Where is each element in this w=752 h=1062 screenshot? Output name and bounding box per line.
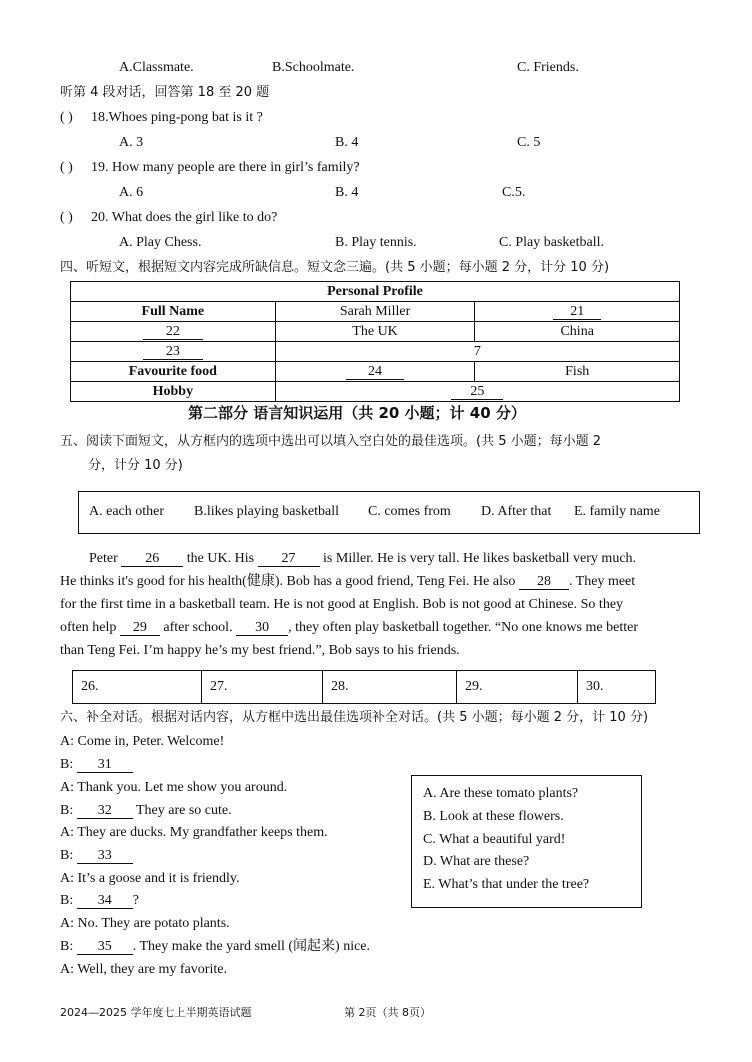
blank-26[interactable]: 26 [121, 551, 183, 567]
q19-stem: 19. How many people are there in girl’s family? [91, 160, 360, 175]
profile-value-uk: The UK [275, 322, 475, 342]
q17-option-b: B.Schoolmate. [272, 60, 355, 75]
blank-23[interactable]: 23 [143, 344, 203, 360]
answer-cell-28[interactable]: 28. [323, 671, 457, 704]
passage-line1: Peter 26 the UK. His 27 is Miller. He is very tall. He likes basketball very much. [89, 551, 637, 566]
blank-22[interactable]: 22 [143, 324, 203, 340]
option6-b: B. Look at these flowers. [423, 809, 564, 824]
dialog-line8: B: 34 ? [60, 893, 139, 908]
dialog-line3: A: Thank you. Let me show you around. [60, 780, 288, 795]
q19-option-a: A. 6 [119, 185, 144, 200]
dialog-line10: B: 35 . They make the yard smell (闻起来) nice. [60, 939, 371, 954]
q20-option-b: B. Play tennis. [335, 235, 417, 250]
passage-line3: for the first time in a basketball team. He is not good at English. Bob is not good at Chinese. So they [60, 597, 624, 612]
passage-line4: often help 29 after school. 30 , they often play basketball together. “No one knows me better [60, 620, 638, 635]
profile-value-fish: Fish [475, 362, 680, 382]
q17-option-a: A.Classmate. [119, 60, 194, 75]
q19-paren: ( ) [60, 160, 73, 175]
answer-cell-30[interactable]: 30. [578, 671, 656, 704]
profile-label-full-name: Full Name [71, 302, 276, 322]
footer-left: 2024—2025 学年度七上半期英语试题 [60, 1006, 252, 1019]
blank-32[interactable]: 32 [77, 803, 133, 819]
blank-30[interactable]: 30 [236, 620, 288, 636]
q18-option-b: B. 4 [335, 135, 359, 150]
passage-line2: He thinks it's good for his health(健康). Bob has a good friend, Teng Fei. He also 28 . They meet [60, 574, 636, 589]
answer-cell-29[interactable]: 29. [457, 671, 578, 704]
part5-heading-line1: 五、阅读下面短文，从方框内的选项中选出可以填入空白处的最佳选项。(共 5 小题；每小题 2 [60, 434, 602, 449]
q19-option-b: B. 4 [335, 185, 359, 200]
profile-title: Personal Profile [71, 282, 680, 302]
q18-option-a: A. 3 [119, 135, 144, 150]
dialog-line11: A: Well, they are my favorite. [60, 962, 227, 977]
q20-option-a: A. Play Chess. [119, 235, 202, 250]
option5-b: B.likes playing basketball [194, 504, 340, 519]
profile-label-hobby: Hobby [71, 382, 276, 402]
dialog-line2: B: 31 [60, 756, 133, 774]
dialog-line7: A: It’s a goose and it is friendly. [60, 871, 240, 886]
part6-heading: 六、补全对话。根据对话内容，从方框中选出最佳选项补全对话。(共 5 小题；每小题 2 分，计 10 分) [60, 710, 649, 725]
q20-stem: 20. What does the girl like to do? [91, 210, 278, 225]
options-box-5 [78, 491, 700, 534]
profile-label-favourite-food: Favourite food [71, 362, 276, 382]
personal-profile-table [70, 281, 680, 402]
q18-stem: 18.Whoes ping-pong bat is it ? [91, 110, 263, 125]
answer-cell-27[interactable]: 27. [202, 671, 323, 704]
profile-value-name: Sarah Miller [275, 302, 475, 322]
answer-table-26-30 [72, 670, 656, 704]
q20-paren: ( ) [60, 210, 73, 225]
option5-c: C. comes from [368, 504, 451, 519]
q19-option-c: C.5. [502, 185, 526, 200]
blank-29[interactable]: 29 [120, 620, 160, 636]
blank-24[interactable]: 24 [346, 364, 404, 380]
q20-option-c: C. Play basketball. [499, 235, 604, 250]
option5-e: E. family name [574, 504, 660, 519]
blank-31[interactable]: 31 [77, 757, 133, 773]
blank-21[interactable]: 21 [553, 304, 601, 320]
dialog-line9: A: No. They are potato plants. [60, 916, 230, 931]
part4-heading: 四、听短文，根据短文内容完成所缺信息。短文念三遍。(共 5 小题；每小题 2 分，计分 10 分) [60, 260, 610, 275]
blank-34[interactable]: 34 [77, 893, 133, 909]
option6-c: C. What a beautiful yard! [423, 832, 566, 847]
q17-option-c: C. Friends. [517, 60, 579, 75]
blank-35[interactable]: 35 [77, 939, 133, 955]
passage-line5: than Teng Fei. I’m happy he’s my best friend.”, Bob says to his friends. [60, 643, 460, 658]
dialog-line6: B: 33 [60, 847, 133, 865]
option6-a: A. Are these tomato plants? [423, 786, 579, 801]
options-box-6 [411, 775, 642, 908]
answer-cell-26[interactable]: 26. [73, 671, 202, 704]
part2-heading: 第二部分 语言知识运用（共 20 小题；计 40 分） [188, 404, 526, 422]
option6-d: D. What are these? [423, 854, 530, 869]
profile-value-china: China [475, 322, 680, 342]
blank-25[interactable]: 25 [451, 384, 503, 400]
part5-heading-line2: 分，计分 10 分) [88, 458, 183, 473]
dialog-line4: B: 32 They are so cute. [60, 803, 232, 818]
blank-33[interactable]: 33 [77, 848, 133, 864]
dialog-line5: A: They are ducks. My grandfather keeps them. [60, 825, 328, 840]
profile-value-seven: 7 [275, 342, 679, 362]
dialog-line1: A: Come in, Peter. Welcome! [60, 734, 225, 749]
option5-d: D. After that [481, 504, 552, 519]
blank-28[interactable]: 28 [519, 574, 569, 590]
q18-option-c: C. 5 [517, 135, 541, 150]
footer-page: 第 2页（共 8页） [344, 1006, 431, 1019]
option6-e: E. What’s that under the tree? [423, 877, 590, 892]
q18-paren: ( ) [60, 110, 73, 125]
blank-27[interactable]: 27 [258, 551, 320, 567]
section4-title: 听第 4 段对话，回答第 18 至 20 题 [60, 85, 270, 100]
option5-a: A. each other [89, 504, 165, 519]
